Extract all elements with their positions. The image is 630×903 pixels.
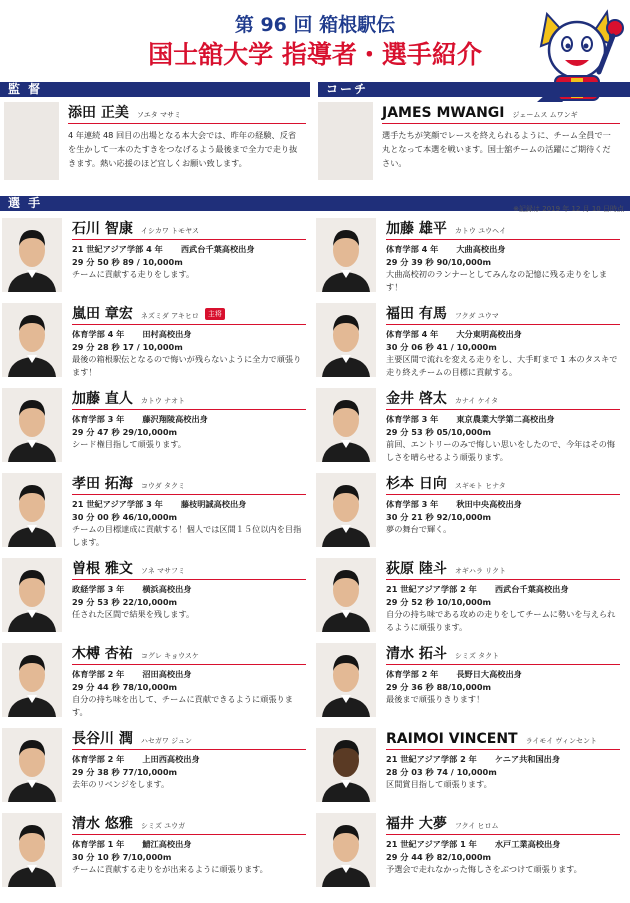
player-kana: フクダ ユウマ [454,312,499,320]
player-info [72,498,306,548]
player-department: 21 世紀アジア学部 3 年 [72,499,163,509]
player-name: 清水 悠雅 [72,816,133,832]
player-meta [386,583,620,596]
player-photo [316,813,376,887]
director-kana: ソエタ マサミ [136,111,181,119]
player-photo [2,388,62,462]
player-school: 西武台千葉高校出身 [494,584,569,594]
player-school: ケニア共和国出身 [494,754,561,764]
coach-section-label: コーチ [326,82,369,96]
player-school: 藤枝明誠高校出身 [180,499,247,509]
player-info [72,328,306,378]
player-photo [316,558,376,632]
player-name-row [72,813,306,835]
player-record: 29 分 53 秒 05/10,000m [386,426,492,437]
player-department: 体育学部 2 年 [72,754,125,764]
player-name-row [72,388,306,410]
player-meta [386,753,620,766]
player-card [314,641,624,725]
player-comment: チームに貢献する走りをが出来るように頑張ります。 [72,864,268,874]
player-card [0,641,310,725]
player-card [314,216,624,300]
player-school: 水戸工業高校出身 [494,839,561,849]
coach-message: 選手たちが笑顔でレースを終えられるように、チーム全員で一丸となって本選を戦います。国士舘チームの活躍にご期待ください。 [382,130,611,168]
player-info [72,668,306,718]
portrait-placeholder [316,813,376,887]
player-comment: 前回、エントリーのみで悔しい思いをしたので、今年はその悔しさを晴らせるよう頑張ります。 [386,439,616,462]
page-title: 国士舘大学 指導者・選手紹介 [148,40,482,69]
player-photo [2,813,62,887]
player-name-row [72,473,306,495]
player-kana: カナイ ケイタ [454,397,499,405]
player-info [386,668,620,706]
player-name-row [386,473,620,495]
player-record: 29 分 39 秒 90/10,000m [386,256,492,267]
player-kana: オギハラ リクト [454,567,506,575]
player-meta [386,498,620,511]
coach-photo [318,102,373,180]
player-school: 田村高校出身 [142,329,192,339]
player-info [72,583,306,621]
player-record: 29 分 36 秒 88/10,000m [386,681,492,692]
player-name: 曽根 雅文 [72,561,133,577]
player-school: 横浜高校出身 [142,584,192,594]
portrait-placeholder [2,558,62,632]
players-section-label: 選 手 [8,196,43,210]
player-name-row [386,813,620,835]
player-info [72,243,306,281]
portrait-placeholder [316,558,376,632]
player-school: 西武台千葉高校出身 [180,244,255,254]
player-record: 30 分 10 秒 7/10,000m [72,851,172,862]
portrait-placeholder [2,303,62,377]
player-card [314,386,624,470]
player-photo [316,473,376,547]
player-kana: カトウ ユウヘイ [454,227,507,235]
player-name-row [72,728,306,750]
player-comment: チームに貢献する走りをします。 [72,269,195,279]
player-meta [72,838,306,851]
player-info [386,413,620,463]
player-name-row [386,643,620,665]
coach-name-row [382,102,620,124]
player-photo [2,728,62,802]
player-record: 29 分 50 秒 89 / 10,000m [72,256,183,267]
player-school: 大曲高校出身 [456,244,506,254]
player-school: 沼田高校出身 [142,669,192,679]
player-department: 体育学部 3 年 [386,414,439,424]
portrait-placeholder [2,728,62,802]
player-name-row [72,643,306,665]
player-kana: フクイ ヒロム [454,822,499,830]
player-kana: シミズ ユウガ [140,822,186,830]
player-meta [72,498,306,511]
player-school: 藤沢翔陵高校出身 [142,414,208,424]
director-card [0,100,310,205]
player-record: 30 分 00 秒 46/10,000m [72,511,178,522]
player-name: 長谷川 潤 [72,731,133,747]
director-photo [4,102,59,180]
player-photo [316,388,376,462]
player-photo [316,218,376,292]
director-message: 4 年連続 48 回目の出場となる本大会では、昨年の経験、反省を生かして一本のたすきをつなげるよう最後まで全力で走り抜きます。熱い応援のほど宜しくお願い致します。 [68,130,298,168]
player-department: 体育学部 4 年 [72,329,125,339]
player-department: 体育学部 2 年 [386,669,439,679]
player-comment: 自分の持ち味を出して、チームに貢献できるように頑張ります。 [72,694,293,717]
portrait-placeholder [316,728,376,802]
player-kana: ネズミダ アキヒロ [140,312,199,320]
player-card [314,726,624,810]
player-name: 福田 有馬 [386,306,447,322]
player-record: 29 分 44 秒 82/10,000m [386,851,492,862]
coach-card [314,100,624,205]
player-department: 21 世紀アジア学部 1 年 [386,839,477,849]
player-comment: チームの目標達成に貢献する！個人では区間１５位以内を目指します。 [72,524,302,547]
player-comment: 最後の箱根駅伝となるので悔いが残らないように全力で頑張ります！ [72,354,302,377]
player-card [314,556,624,640]
player-comment: 去年のリベンジをします。 [72,779,170,789]
player-kana: カトウ ナオト [140,397,185,405]
player-department: 21 世紀アジア学部 2 年 [386,754,477,764]
player-meta [72,583,306,596]
player-comment: 最後まで頑張りきります！ [386,694,485,704]
player-comment: シード権目指して頑張ります。 [72,439,186,449]
player-card [314,471,624,555]
player-card [0,811,310,895]
player-name-row [386,558,620,580]
player-info [72,838,306,876]
player-kana: ライモイ ヴィンセント [525,737,597,745]
player-card [0,556,310,640]
player-card [0,386,310,470]
player-department: 体育学部 2 年 [72,669,125,679]
player-record: 30 分 21 秒 92/10,000m [386,511,492,522]
player-name-row [72,218,306,240]
player-info [72,753,306,791]
player-department: 21 世紀アジア学部 4 年 [72,244,163,254]
event-title: 第 96 回 箱根駅伝 [234,14,396,36]
director-name-row [68,102,306,124]
player-name: 加藤 雄平 [386,221,447,237]
player-meta [386,328,620,341]
player-record: 29 分 52 秒 10/10,000m [386,596,492,607]
player-name-row [72,558,306,580]
player-meta [386,413,620,426]
player-comment: 自分の持ち味である攻めの走りをしてチームに勢いを与えられるように頑張ります。 [386,609,616,632]
player-record: 29 分 47 秒 29/10,000m [72,426,178,437]
player-info [386,753,620,791]
portrait-placeholder [2,218,62,292]
player-name: 清水 拓斗 [386,646,447,662]
director-section-label: 監 督 [8,82,43,96]
player-kana: イシカワ トモヤス [140,227,199,235]
player-name: 加藤 直人 [72,391,133,407]
captain-badge: 主将 [205,308,225,320]
player-name: 孝田 拓海 [72,476,133,492]
player-name: 杉本 日向 [386,476,447,492]
player-kana: シミズ タクト [454,652,500,660]
portrait-placeholder [316,643,376,717]
player-record: 30 分 06 秒 41 / 10,000m [386,341,497,352]
player-department: 21 世紀アジア学部 2 年 [386,584,477,594]
portrait-placeholder [2,643,62,717]
player-school: 長野日大高校出身 [456,669,522,679]
player-comment: 主要区間で流れを変える走りをし、大手町まで 1 本のタスキで走り終えチームの目標に貢献する。 [386,354,618,377]
player-meta [386,668,620,681]
player-comment: 大曲高校初のランナーとしてみんなの記憶に残る走りをします！ [386,269,608,292]
player-info [386,498,620,536]
player-photo [316,643,376,717]
portrait-placeholder [2,388,62,462]
player-meta [72,243,306,256]
player-record: 29 分 38 秒 77/10,000m [72,766,178,777]
player-info [386,243,620,293]
player-school: 秋田中央高校出身 [456,499,522,509]
player-name: RAIMOI VINCENT [386,731,518,747]
coach-section-bar [318,82,630,97]
player-photo [316,728,376,802]
player-school: 鯖江高校出身 [142,839,192,849]
player-card [314,301,624,385]
portrait-placeholder [316,218,376,292]
player-comment: 夢の舞台で輝く。 [386,524,452,534]
player-school: 上田西高校出身 [142,754,200,764]
player-info [72,413,306,451]
portrait-placeholder [316,388,376,462]
player-record: 29 分 44 秒 78/10,000m [72,681,178,692]
player-photo [2,558,62,632]
player-department: 体育学部 3 年 [386,499,439,509]
player-record: 29 分 53 秒 22/10,000m [72,596,178,607]
director-name: 添田 正美 [68,105,129,121]
player-name: 福井 大夢 [386,816,447,832]
player-school: 大分東明高校出身 [456,329,522,339]
portrait-placeholder [2,813,62,887]
coach-kana: ジェームス ムワンギ [512,111,578,119]
player-kana: コグレ キョウスケ [140,652,199,660]
player-photo [2,218,62,292]
player-kana: コウダ タクミ [140,482,186,490]
director-section-bar [0,82,310,97]
portrait-placeholder [2,473,62,547]
player-department: 政経学部 3 年 [72,584,125,594]
portrait-placeholder [316,303,376,377]
player-kana: ソネ マサフミ [140,567,185,575]
player-name: 石川 智康 [72,221,133,237]
player-school: 東京農業大学第二高校出身 [456,414,555,424]
player-department: 体育学部 4 年 [386,244,439,254]
player-name: 木榑 杏祐 [72,646,133,662]
coach-name: JAMES MWANGI [382,105,505,121]
player-department: 体育学部 1 年 [72,839,125,849]
player-department: 体育学部 4 年 [386,329,439,339]
player-comment: 任された区間で結果を残します。 [72,609,195,619]
player-name: 荻原 陸斗 [386,561,447,577]
portrait-placeholder [316,473,376,547]
player-meta [72,753,306,766]
player-record: 28 分 03 秒 74 / 10,000m [386,766,497,777]
player-card [314,811,624,895]
player-comment: 予選会で走れなかった悔しさをぶつけて頑張ります。 [386,864,582,874]
player-name-row [72,303,306,325]
player-info [386,583,620,633]
player-name: 金井 啓太 [386,391,447,407]
player-kana: スギモト ヒナタ [454,482,506,490]
player-name-row [386,728,620,750]
player-meta [72,328,306,341]
player-comment: 区間賞目指して頑張ります。 [386,779,492,789]
player-name-row [386,303,620,325]
player-card [0,216,310,300]
player-info [386,838,620,876]
player-photo [2,643,62,717]
player-photo [2,303,62,377]
player-card [0,301,310,385]
player-card [0,471,310,555]
player-name: 嵐田 章宏 [72,306,133,322]
player-name-row [386,388,620,410]
player-meta [72,668,306,681]
player-meta [72,413,306,426]
player-name-row [386,218,620,240]
player-department: 体育学部 3 年 [72,414,125,424]
player-info [386,328,620,378]
player-meta [386,838,620,851]
player-kana: ハセガワ ジュン [140,737,192,745]
player-meta [386,243,620,256]
player-card [0,726,310,810]
player-photo [316,303,376,377]
player-photo [2,473,62,547]
player-record: 29 分 28 秒 17 / 10,000m [72,341,183,352]
as-of-note: ※記録は 2019 年 12 月 10 日時点 [513,205,624,213]
